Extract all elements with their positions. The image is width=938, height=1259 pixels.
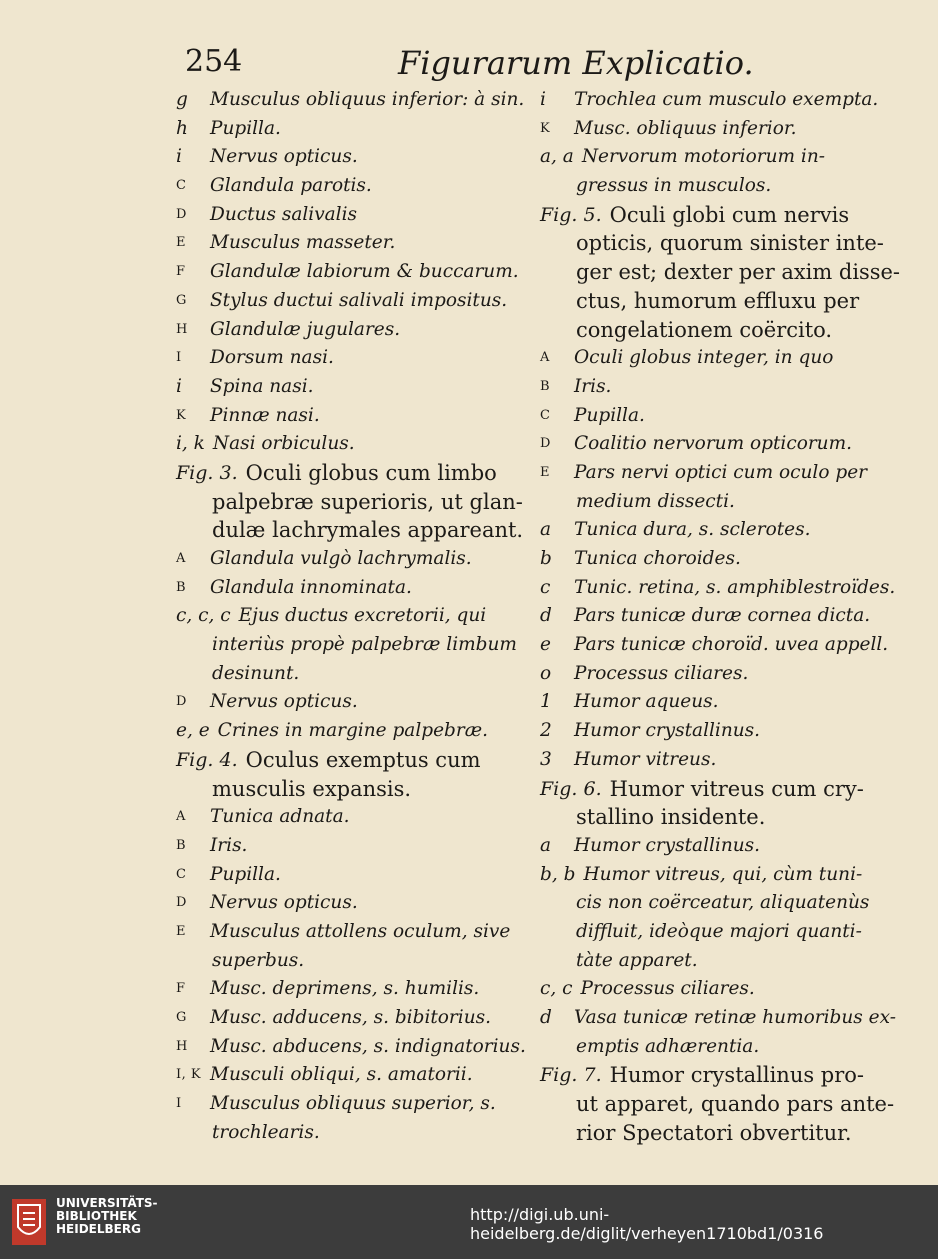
figure-heading [176, 459, 546, 488]
legend-continuation [540, 1090, 900, 1119]
legend-entry [540, 602, 900, 631]
entry-text: Ductus salivalis [210, 203, 357, 225]
entry-text: desinunt. [212, 662, 300, 684]
entry-label: I [176, 350, 182, 366]
entry-label: C [176, 866, 187, 882]
entry-text: Musculus obliquus inferior: à sin. [210, 89, 525, 110]
entry-text: stallino insidente. [576, 805, 766, 830]
legend-entry [540, 631, 900, 660]
entry-text: Oculus exemptus cum [245, 747, 481, 772]
entry-text: Pars tunicæ duræ cornea dicta. [574, 605, 871, 627]
entry-label: K [540, 120, 551, 136]
legend-continuation [540, 287, 900, 316]
legend-continuation [540, 803, 900, 832]
legend-continuation [540, 258, 900, 287]
entry-label: D [176, 895, 187, 911]
legend-entry [176, 889, 546, 918]
entry-text: Musc. abducens, s. indignatorius. [210, 1035, 526, 1057]
library-name [56, 1197, 158, 1236]
legend-entry [540, 115, 900, 144]
legend-entry [540, 545, 900, 574]
entry-text: Trochlea cum musculo exempta. [574, 89, 879, 110]
entry-text: interiùs propè palpebræ limbum [212, 634, 517, 656]
entry-text: musculis expansis. [212, 776, 412, 801]
entry-label: G [176, 292, 187, 308]
legend-entry [540, 574, 900, 603]
university-seal-icon [12, 1199, 46, 1245]
legend-entry [176, 316, 546, 345]
legend-entry [176, 803, 546, 832]
entry-label: A [540, 350, 550, 366]
entry-label: g [176, 89, 188, 110]
entry-label: B [540, 378, 551, 394]
legend-continuation [176, 516, 546, 545]
entry-label: d [540, 605, 552, 627]
entry-label: 1 [540, 691, 552, 713]
entry-text: cis non coërceatur, aliquatenùs [576, 892, 870, 914]
entry-label: a, a [540, 146, 574, 168]
entry-text: Glandula innominata. [210, 576, 412, 598]
entry-label: A [176, 809, 186, 825]
entry-label: 3 [540, 748, 552, 770]
entry-text: Ejus ductus excretorii, qui [238, 605, 487, 627]
entry-text: Tunica choroides. [574, 548, 741, 569]
entry-text: rior Spectatori obvertitur. [576, 1120, 852, 1145]
entry-text: Pupilla. [210, 117, 281, 139]
entry-text: opticis, quorum sinister inte- [576, 231, 884, 256]
entry-label: G [176, 1010, 187, 1025]
entry-text: Oculi globus integer, in quo [574, 347, 834, 369]
entry-text: medium dissecti. [576, 490, 735, 512]
entry-label: a [540, 519, 552, 541]
legend-entry [176, 402, 546, 431]
entry-text: ut apparet, quando pars ante- [576, 1092, 895, 1117]
entry-text: Humor vitreus, qui, cùm tuni- [583, 863, 863, 885]
legend-entry [176, 975, 546, 1004]
entry-label: b [540, 548, 552, 569]
entry-text: Humor vitreus cum cry- [609, 776, 864, 801]
entry-text: Glandulæ jugulares. [210, 318, 401, 340]
entry-text: Pinnæ nasi. [210, 404, 320, 426]
page-title: Figurarum Explicatio. [398, 44, 754, 82]
legend-continuation [176, 660, 546, 689]
legend-entry [540, 660, 900, 689]
legend-entry [176, 1033, 546, 1062]
left-column [176, 86, 546, 1147]
legend-entry [176, 229, 546, 258]
legend-entry [176, 861, 546, 890]
entry-label: c [540, 576, 551, 598]
legend-entry [540, 516, 900, 545]
entry-text: Humor crystallinus. [574, 834, 761, 856]
entry-text: Glandula parotis. [210, 175, 372, 197]
entry-text: palpebræ superioris, ut glan- [212, 489, 523, 514]
legend-continuation [176, 631, 546, 660]
legend-entry [176, 545, 546, 574]
entry-label: i [540, 89, 546, 110]
legend-continuation [540, 229, 900, 258]
legend-entry [540, 344, 900, 373]
legend-entry [176, 688, 546, 717]
legend-entry [176, 1061, 546, 1090]
legend-entry [176, 115, 546, 144]
entry-text: Crines in margine palpebræ. [217, 720, 488, 742]
entry-label: B [176, 579, 187, 595]
entry-label: i, k [176, 433, 205, 455]
entry-text: Stylus ductui salivali impositus. [210, 289, 508, 311]
entry-label: C [540, 407, 551, 423]
legend-entry [540, 86, 900, 115]
entry-label: F [176, 264, 186, 280]
legend-entry [176, 832, 546, 861]
legend-continuation [540, 889, 900, 918]
legend-entry [176, 574, 546, 603]
entry-label: 2 [540, 720, 552, 742]
legend-entry [176, 86, 546, 115]
legend-entry [176, 602, 546, 631]
entry-label: b, b [540, 863, 576, 885]
legend-continuation [540, 918, 900, 947]
legend-entry [540, 975, 900, 1004]
entry-text: Processus ciliares. [574, 662, 749, 684]
legend-entry [540, 717, 900, 746]
entry-label: d [540, 1007, 552, 1028]
entry-label: H [176, 1038, 188, 1054]
entry-text: dulæ lachrymales appareant. [212, 518, 524, 543]
legend-entry [176, 287, 546, 316]
entry-label: C [176, 178, 187, 194]
figure-heading [540, 775, 900, 804]
entry-text: Humor crystallinus pro- [609, 1063, 865, 1088]
legend-continuation [540, 1119, 900, 1148]
library-name-line: BIBLIOTHEK [56, 1209, 137, 1223]
legend-entry [176, 918, 546, 947]
entry-text: Humor aqueus. [574, 691, 719, 713]
entry-text: trochlearis. [212, 1121, 320, 1143]
entry-text: Humor crystallinus. [574, 720, 761, 742]
entry-label: Fig. 6. [540, 777, 602, 800]
entry-label: F [176, 981, 186, 997]
legend-entry [540, 373, 900, 402]
entry-label: Fig. 3. [176, 461, 238, 484]
legend-entry [540, 1004, 900, 1033]
library-name-line: HEIDELBERG [56, 1222, 141, 1236]
entry-text: Iris. [574, 375, 612, 397]
entry-text: Musculus attollens oculum, sive [210, 920, 511, 942]
legend-continuation [176, 488, 546, 517]
entry-text: Iris. [210, 834, 248, 856]
entry-text: Musculus obliquus superior, s. [210, 1093, 496, 1115]
entry-label: Fig. 5. [540, 203, 602, 226]
entry-text: Tunic. retina, s. amphiblestroïdes. [574, 576, 896, 598]
legend-entry [540, 746, 900, 775]
legend-entry [176, 1004, 546, 1033]
entry-label: I [176, 1096, 182, 1112]
entry-label: Fig. 4. [176, 748, 238, 771]
library-name-line: UNIVERSITÄTS- [56, 1196, 158, 1210]
entry-text: Musculus masseter. [210, 232, 396, 254]
figure-heading [540, 1061, 900, 1090]
entry-text: Glandula vulgò lachrymalis. [210, 548, 472, 569]
footer-bar [0, 1185, 938, 1259]
entry-text: emptis adhærentia. [576, 1035, 760, 1057]
entry-text: ger est; dexter per axim disse- [576, 260, 900, 285]
entry-label: D [176, 694, 187, 710]
legend-entry [540, 143, 900, 172]
legend-entry [176, 258, 546, 287]
legend-entry [540, 861, 900, 890]
legend-entry [176, 344, 546, 373]
right-column [540, 86, 900, 1147]
entry-text: Glandulæ labiorum & buccarum. [210, 261, 519, 283]
legend-entry [176, 373, 546, 402]
legend-entry [540, 832, 900, 861]
entry-label: h [176, 117, 188, 139]
entry-label: E [176, 235, 186, 251]
legend-continuation [540, 316, 900, 345]
entry-text: Pars nervi optici cum oculo per [574, 461, 867, 483]
entry-text: Dorsum nasi. [210, 347, 334, 369]
entry-text: Spina nasi. [210, 375, 314, 397]
legend-continuation [540, 488, 900, 517]
figure-heading [176, 746, 546, 775]
entry-text: Musc. adducens, s. bibitorius. [210, 1007, 491, 1028]
entry-text: Pars tunicæ choroïd. uvea appell. [574, 634, 889, 656]
entry-label: B [176, 837, 187, 853]
entry-text: superbus. [212, 949, 305, 971]
legend-entry [540, 430, 900, 459]
legend-entry [540, 402, 900, 431]
entry-label: e, e [176, 720, 210, 742]
entry-text: Humor vitreus. [574, 748, 717, 770]
legend-entry [540, 459, 900, 488]
legend-continuation [540, 1033, 900, 1062]
entry-text: Nasi orbiculus. [212, 433, 355, 455]
entry-text: Nervus opticus. [210, 146, 358, 168]
entry-label: A [176, 551, 186, 566]
entry-text: Oculi globi cum nervis [609, 202, 850, 227]
legend-entry [176, 172, 546, 201]
legend-entry [176, 143, 546, 172]
entry-text: gressus in musculos. [576, 175, 772, 197]
legend-entry [176, 717, 546, 746]
entry-label: H [176, 321, 188, 337]
entry-text: tàte apparet. [576, 949, 698, 971]
legend-continuation [540, 172, 900, 201]
entry-text: Nervus opticus. [210, 892, 358, 914]
source-url-link[interactable]: http://digi.ub.uni-heidelberg.de/diglit/verheyen1710bd1/0316 [470, 1205, 824, 1243]
entry-label: K [176, 407, 187, 423]
entry-text: congelationem coërcito. [576, 317, 833, 342]
entry-text: Nervus opticus. [210, 691, 358, 713]
entry-label: e [540, 634, 551, 656]
figure-heading [540, 201, 900, 230]
entry-label: i [176, 375, 182, 397]
entry-text: Tunica adnata. [210, 806, 350, 828]
entry-text: Coalitio nervorum opticorum. [574, 433, 853, 455]
entry-text: diffluit, ideòque majori quanti- [576, 920, 862, 942]
entry-text: Musc. obliquus inferior. [574, 117, 797, 139]
entry-label: E [176, 923, 186, 939]
entry-label: I, K [176, 1067, 202, 1083]
entry-label: Fig. 7. [540, 1064, 602, 1087]
entry-text: Tunica dura, s. sclerotes. [574, 519, 811, 541]
legend-entry [176, 201, 546, 230]
entry-label: D [540, 436, 551, 452]
entry-label: E [540, 464, 550, 480]
entry-label: c, c [540, 978, 573, 1000]
entry-label: o [540, 662, 552, 684]
legend-continuation [176, 775, 546, 804]
legend-continuation [176, 947, 546, 976]
entry-text: Vasa tunicæ retinæ humoribus ex- [574, 1007, 896, 1028]
page-number: 254 [185, 44, 243, 79]
legend-continuation [540, 947, 900, 976]
entry-text: Pupilla. [574, 404, 645, 426]
entry-label: c, c, c [176, 605, 231, 627]
entry-text: Musculi obliqui, s. amatorii. [210, 1064, 473, 1086]
entry-text: Pupilla. [210, 863, 281, 885]
page-header [0, 44, 938, 84]
entry-text: Nervorum motoriorum in- [581, 146, 825, 168]
entry-label: a [540, 834, 552, 856]
legend-entry [540, 688, 900, 717]
entry-text: ctus, humorum effluxu per [576, 288, 860, 313]
entry-text: Processus ciliares. [580, 978, 755, 1000]
entry-label: D [176, 206, 187, 222]
legend-entry [176, 430, 546, 459]
entry-text: Musc. deprimens, s. humilis. [210, 978, 480, 1000]
legend-entry [176, 1090, 546, 1119]
legend-continuation [176, 1119, 546, 1148]
entry-label: i [176, 146, 182, 168]
entry-text: Oculi globus cum limbo [245, 460, 497, 485]
